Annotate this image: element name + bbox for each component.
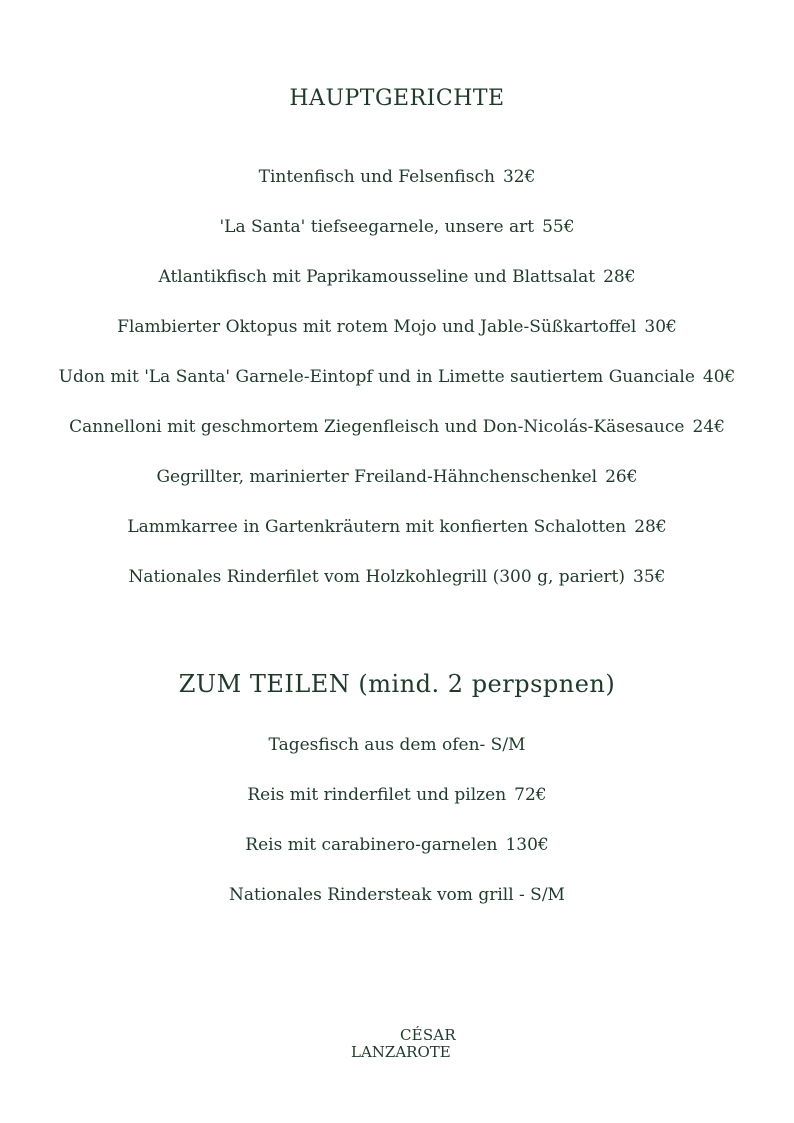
dish-name: Nationales Rindersteak vom grill - S/M [229,885,565,905]
logo-line-1: CÉSAR [400,1026,456,1044]
dish-name: Flambierter Oktopus mit rotem Mojo und Jable-Süßkartoffel [117,317,637,337]
sharing-title: ZUM TEILEN (mind. 2 perpspnen) [178,670,616,698]
menu-item [0,216,794,238]
dish-name: Tintenfisch und Felsenfisch [258,167,495,187]
dish-price: 24€ [692,417,725,437]
menu-item [0,784,794,806]
dish-price: 72€ [514,785,547,805]
dish-name: Cannelloni mit geschmortem Ziegenfleisch und Don-Nicolás-Käsesauce [69,417,685,437]
dish-price: 55€ [542,217,575,237]
dish-name: Reis mit rinderfilet und pilzen [247,785,507,805]
menu-item [0,416,794,438]
dish-name: 'La Santa' tiefseegarnele, unsere art [219,217,535,237]
dish-name: Udon mit 'La Santa' Garnele-Eintopf und in Limette sautiertem Guanciale [58,367,695,387]
dish-name: Reis mit carabinero-garnelen [245,835,498,855]
dish-name: Nationales Rinderfilet vom Holzkohlegrill (300 g, pariert) [128,567,626,587]
dish-name: Lammkarree in Gartenkräutern mit konfierten Schalotten [127,517,627,537]
main-courses-title: HAUPTGERICHTE [289,86,505,111]
menu-item [0,166,794,188]
dish-price: 130€ [505,835,549,855]
dish-price: 26€ [605,467,638,487]
dish-name: Atlantikfisch mit Paprikamousseline und Blattsalat [158,267,596,287]
menu-item [0,366,794,388]
dish-price: 32€ [502,167,536,187]
menu-item [0,884,794,906]
dish-price: 35€ [633,567,666,587]
menu-item [0,316,794,338]
menu-item [0,566,794,588]
menu-item [0,734,794,756]
menu-item [0,834,794,856]
menu-item [0,516,794,538]
logo-line-2: LANZAROTE [351,1043,451,1061]
dish-price: 40€ [702,367,736,387]
dish-price: 28€ [603,267,636,287]
menu-item [0,466,794,488]
dish-name: Tagesfisch aus dem ofen- S/M [268,735,526,755]
restaurant-logo [0,1026,794,1066]
dish-name: Gegrillter, marinierter Freiland-Hähnchenschenkel [156,467,598,487]
dish-price: 28€ [634,517,667,537]
menu-item [0,266,794,288]
dish-price: 30€ [644,317,677,337]
